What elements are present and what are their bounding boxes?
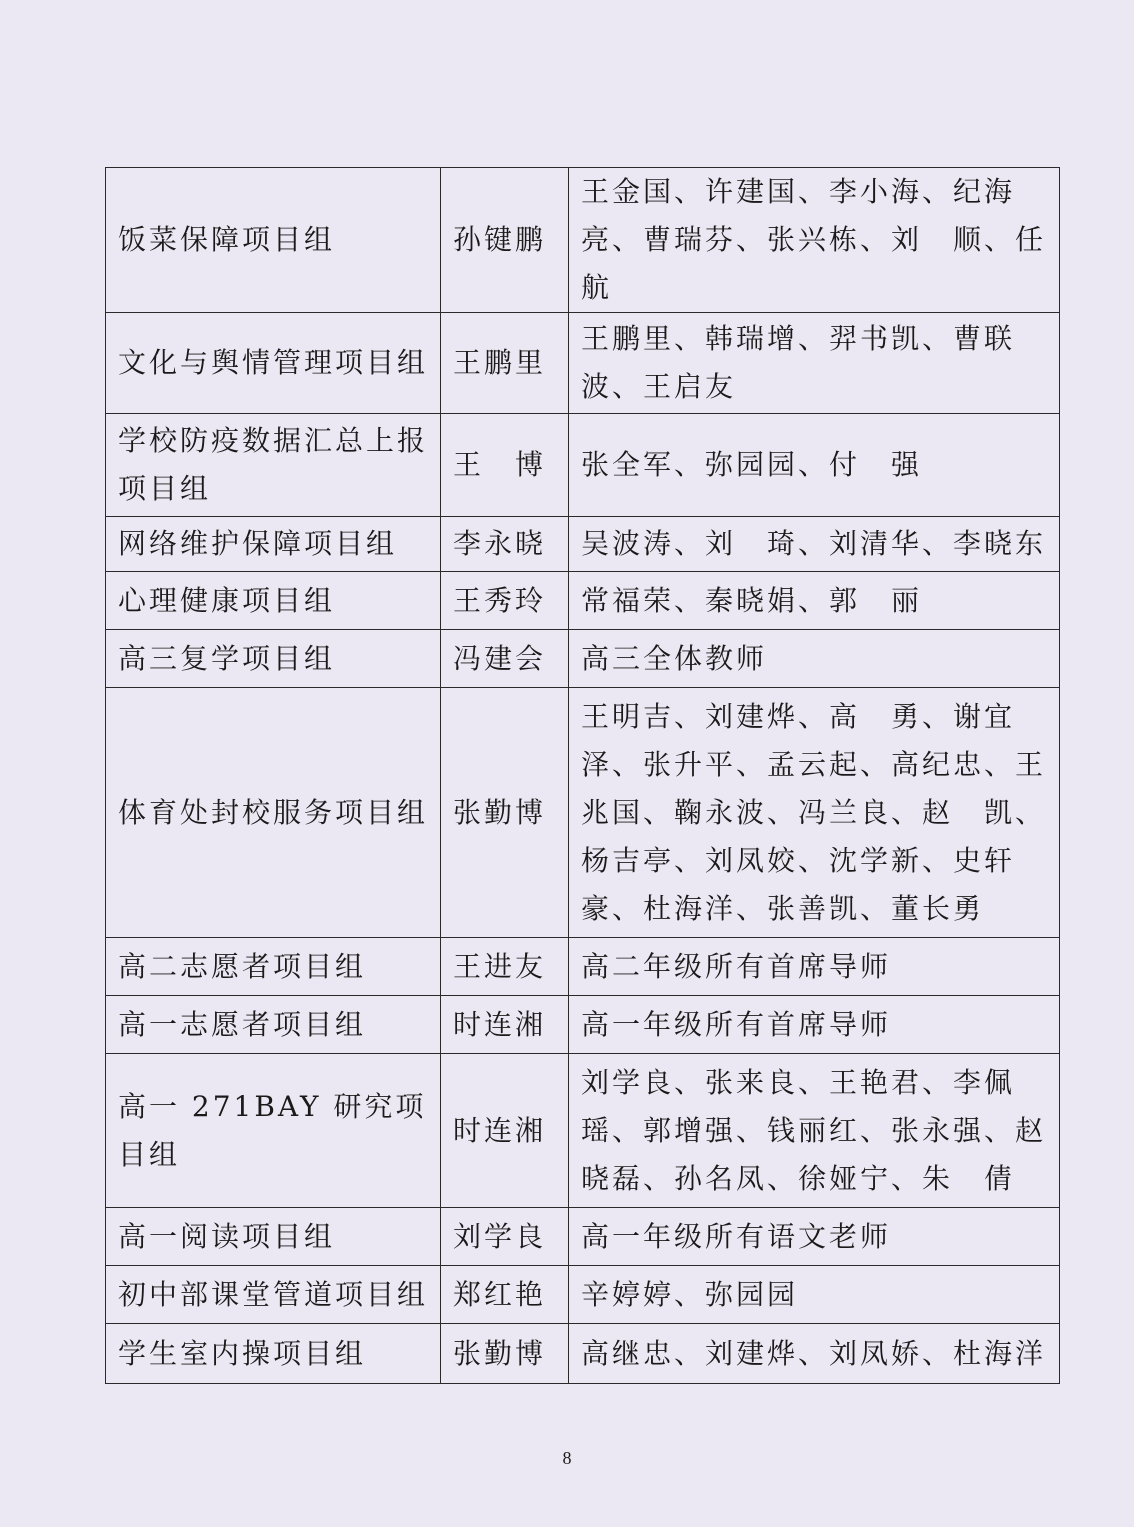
table-row (106, 688, 1060, 938)
group-members-cell: 王明吉、刘建烨、高 勇、谢宜泽、张升平、孟云起、高纪忠、王兆国、鞠永波、冯兰良、赵 凯、杨吉亭、刘凤姣、沈学新、史轩豪、杜海洋、张善凯、董长勇 (569, 688, 1060, 938)
group-members-cell: 刘学良、张来良、王艳君、李佩瑶、郭增强、钱丽红、张永强、赵晓磊、孙名凤、徐娅宁、朱 倩 (569, 1054, 1060, 1208)
group-leader-cell: 时连湘 (441, 1054, 569, 1208)
table-row (106, 168, 1060, 313)
group-name-cell: 饭菜保障项目组 (106, 168, 441, 313)
group-members-cell: 高二年级所有首席导师 (569, 938, 1060, 996)
group-leader-cell: 孙键鹏 (441, 168, 569, 313)
group-leader-cell: 张勤博 (441, 688, 569, 938)
table-row (106, 414, 1060, 517)
group-name-cell: 文化与舆情管理项目组 (106, 313, 441, 414)
group-members-cell: 王金国、许建国、李小海、纪海亮、曹瑞芬、张兴栋、刘 顺、任 航 (569, 168, 1060, 313)
project-group-table (105, 167, 1078, 1384)
table-row (106, 517, 1060, 572)
table-row (106, 1208, 1060, 1266)
group-members-cell: 张全军、弥园园、付 强 (569, 414, 1060, 517)
group-leader-cell: 王进友 (441, 938, 569, 996)
table-row (106, 313, 1060, 414)
group-members-cell: 高一年级所有首席导师 (569, 996, 1060, 1054)
group-name-cell: 初中部课堂管道项目组 (106, 1266, 441, 1324)
group-leader-cell: 王 博 (441, 414, 569, 517)
group-members-cell: 吴波涛、刘 琦、刘清华、李晓东 (569, 517, 1060, 572)
group-members-cell: 高继忠、刘建烨、刘凤娇、杜海洋 (569, 1324, 1060, 1384)
group-name-cell: 学生室内操项目组 (106, 1324, 441, 1384)
group-members-cell: 高三全体教师 (569, 630, 1060, 688)
group-name-cell: 体育处封校服务项目组 (106, 688, 441, 938)
table-row (106, 938, 1060, 996)
group-leader-cell: 李永晓 (441, 517, 569, 572)
table-row (106, 1054, 1060, 1208)
table-row (106, 996, 1060, 1054)
group-leader-cell: 郑红艳 (441, 1266, 569, 1324)
group-name-cell: 心理健康项目组 (106, 572, 441, 630)
group-name-cell: 高二志愿者项目组 (106, 938, 441, 996)
group-leader-cell: 冯建会 (441, 630, 569, 688)
group-leader-cell: 王鹏里 (441, 313, 569, 414)
page-number: 8 (562, 1448, 572, 1468)
table-row (106, 572, 1060, 630)
group-name-cell: 学校防疫数据汇总上报项目组 (106, 414, 441, 517)
group-leader-cell: 王秀玲 (441, 572, 569, 630)
group-name-cell: 高一阅读项目组 (106, 1208, 441, 1266)
group-members-cell: 辛婷婷、弥园园 (569, 1266, 1060, 1324)
group-leader-cell: 刘学良 (441, 1208, 569, 1266)
group-name-cell: 网络维护保障项目组 (106, 517, 441, 572)
group-name-cell: 高三复学项目组 (106, 630, 441, 688)
group-members-cell: 王鹏里、韩瑞增、羿书凯、曹联波、王启友 (569, 313, 1060, 414)
table-row (106, 1266, 1060, 1324)
table-row (106, 630, 1060, 688)
group-members-cell: 高一年级所有语文老师 (569, 1208, 1060, 1266)
group-name-cell: 高一志愿者项目组 (106, 996, 441, 1054)
group-name-cell: 高一 271BAY 研究项目组 (106, 1054, 441, 1208)
group-leader-cell: 时连湘 (441, 996, 569, 1054)
group-members-cell: 常福荣、秦晓娟、郭 丽 (569, 572, 1060, 630)
group-leader-cell: 张勤博 (441, 1324, 569, 1384)
table-row (106, 1324, 1060, 1384)
